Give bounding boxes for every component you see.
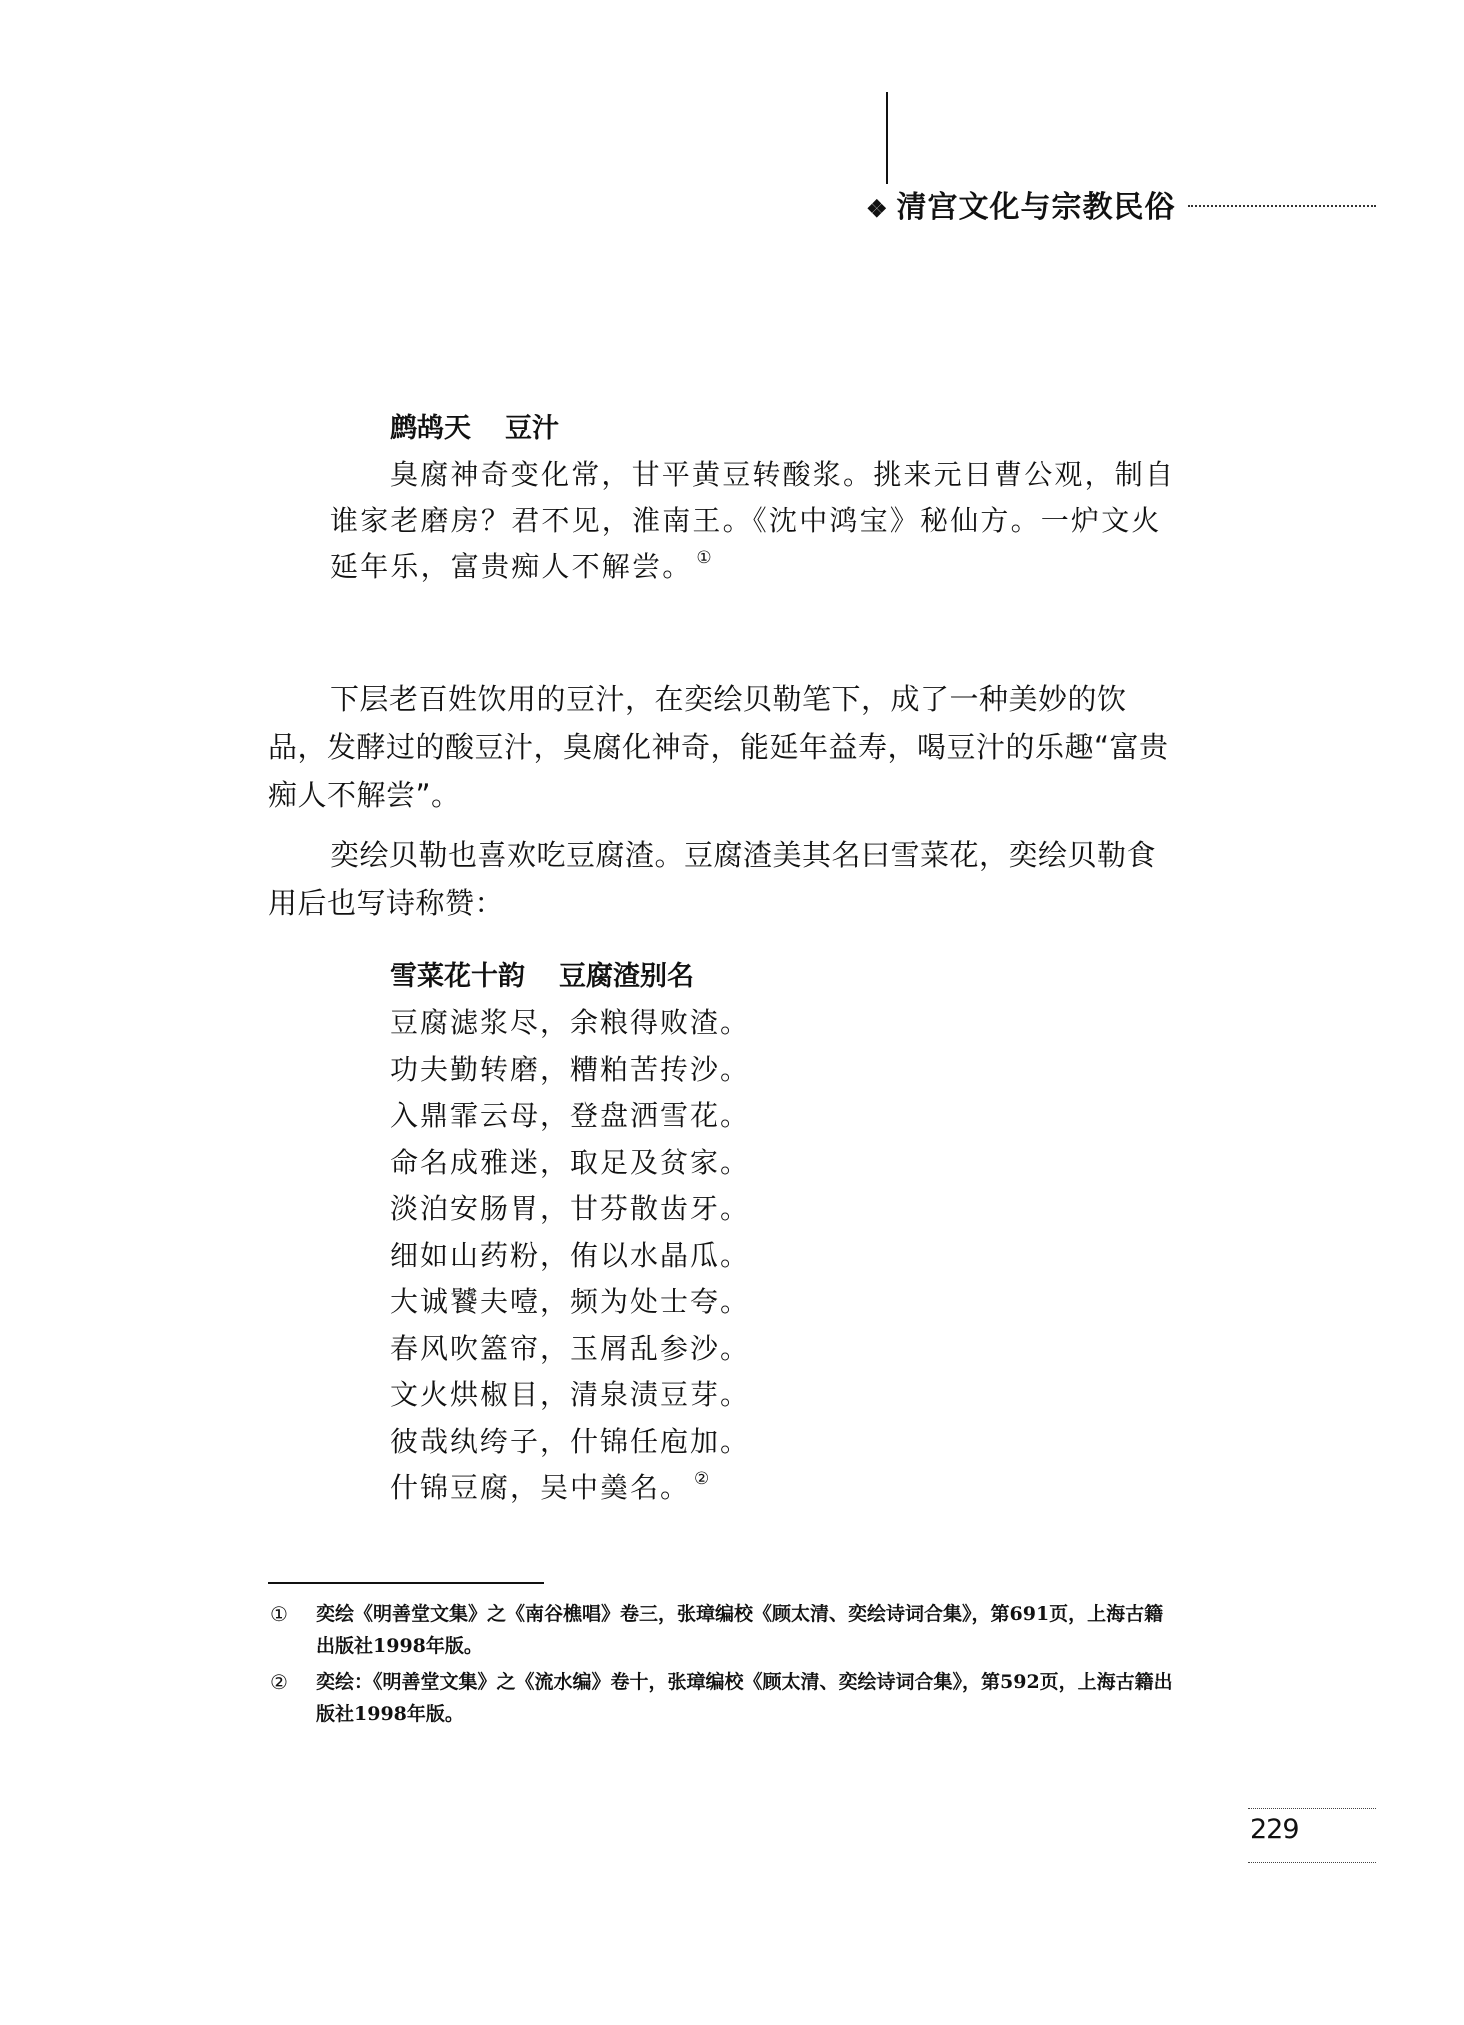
page-number-rule-top [1248,1808,1376,1809]
poem-line-last [390,1465,750,1512]
poem-line: 彼哉纨绔子，什锦任庖加。 [390,1424,751,1458]
poem-line: 细如山药粉，侑以水晶瓜。 [390,1238,751,1272]
poem-line: 入鼎霏云母，登盘洒雪花。 [390,1099,751,1132]
footnote-separator [268,1582,544,1584]
poem-line: 功夫勤转磨，糟粕苦抟沙。 [390,1052,751,1086]
poem-line: 命名成雅迷，取足及贫家。 [390,1145,751,1179]
footnote-ref-1[interactable]: ① [696,548,714,568]
header-divider-line [886,92,888,184]
poem-title-subject: 豆汁 [505,413,559,444]
poem-title-main: 雪菜花十韵 [390,961,525,992]
footnote-2 [268,1666,1180,1730]
page-number-rule-bottom [1248,1862,1376,1863]
poem-line-text: 什锦豆腐，吴中羮名。 [390,1471,691,1504]
paragraph-2: 奕绘贝勒也喜欢吃豆腐渣。豆腐渣美其名曰雪菜花，奕绘贝勒食用后也写诗称赞： [268,838,1157,920]
poem-line: 春风吹篕帘，玉屑乱参沙。 [390,1331,751,1365]
running-header [866,182,1176,226]
footnote-text: 奕绘《明善堂文集》之《南谷樵唱》卷三，张璋编校《顾太清、奕绘诗词合集》，第691页，上海古籍出版社1998年版。 [316,1603,1164,1657]
poem-lines [390,1000,750,1512]
paragraph-1: 下层老百姓饮用的豆汁，在奕绘贝勒笔下，成了一种美妙的饮品，发酵过的酸豆汁，臭腐化神奇，能延年益寿，喝豆汁的乐趣“富贵痴人不解尝”。 [268,682,1169,812]
poem-title-note: 豆腐渣别名 [559,961,694,992]
poem-body-douzhi [330,452,1180,590]
footnote-mark: ② [270,1670,288,1694]
footnote-ref-2[interactable]: ② [694,1469,712,1489]
footnote-1 [268,1598,1180,1662]
poem-title-tune: 鹧鸪天 [390,413,471,444]
footnote-mark: ① [270,1602,288,1626]
footnote-text: 奕绘：《明善堂文集》之《流水编》卷十，张璋编校《顾太清、奕绘诗词合集》，第592页，上海古籍出版社1998年版。 [316,1671,1173,1725]
poem-line: 大诚饕夫噎，频为处士夸。 [390,1285,751,1318]
poem-line: 文火烘椒目，清泉渍豆芽。 [390,1378,751,1411]
poem-title-zhegutian [390,406,559,445]
page-number: 229 [1250,1814,1299,1845]
poem-line: 淡泊安肠胃，甘芬散齿牙。 [390,1192,751,1225]
header-dotted-leader [1188,205,1376,207]
diamond-icon: ❖ [866,194,889,223]
poem-title-xuecaihua [390,954,694,993]
running-header-title: 清宫文化与宗教民俗 [896,190,1176,225]
footnotes [268,1598,1180,1734]
poem-line: 豆腐滤浆尽，余粮得败渣。 [390,1006,751,1039]
poem-body-text: 臭腐神奇变化常，甘平黄豆转酸浆。挑来元日曹公观，制自谁家老磨房？君不见，淮南王。《沈中鸿宝》秘仙方。一炉文火延年乐，富贵痴人不解尝。 [330,458,1176,583]
